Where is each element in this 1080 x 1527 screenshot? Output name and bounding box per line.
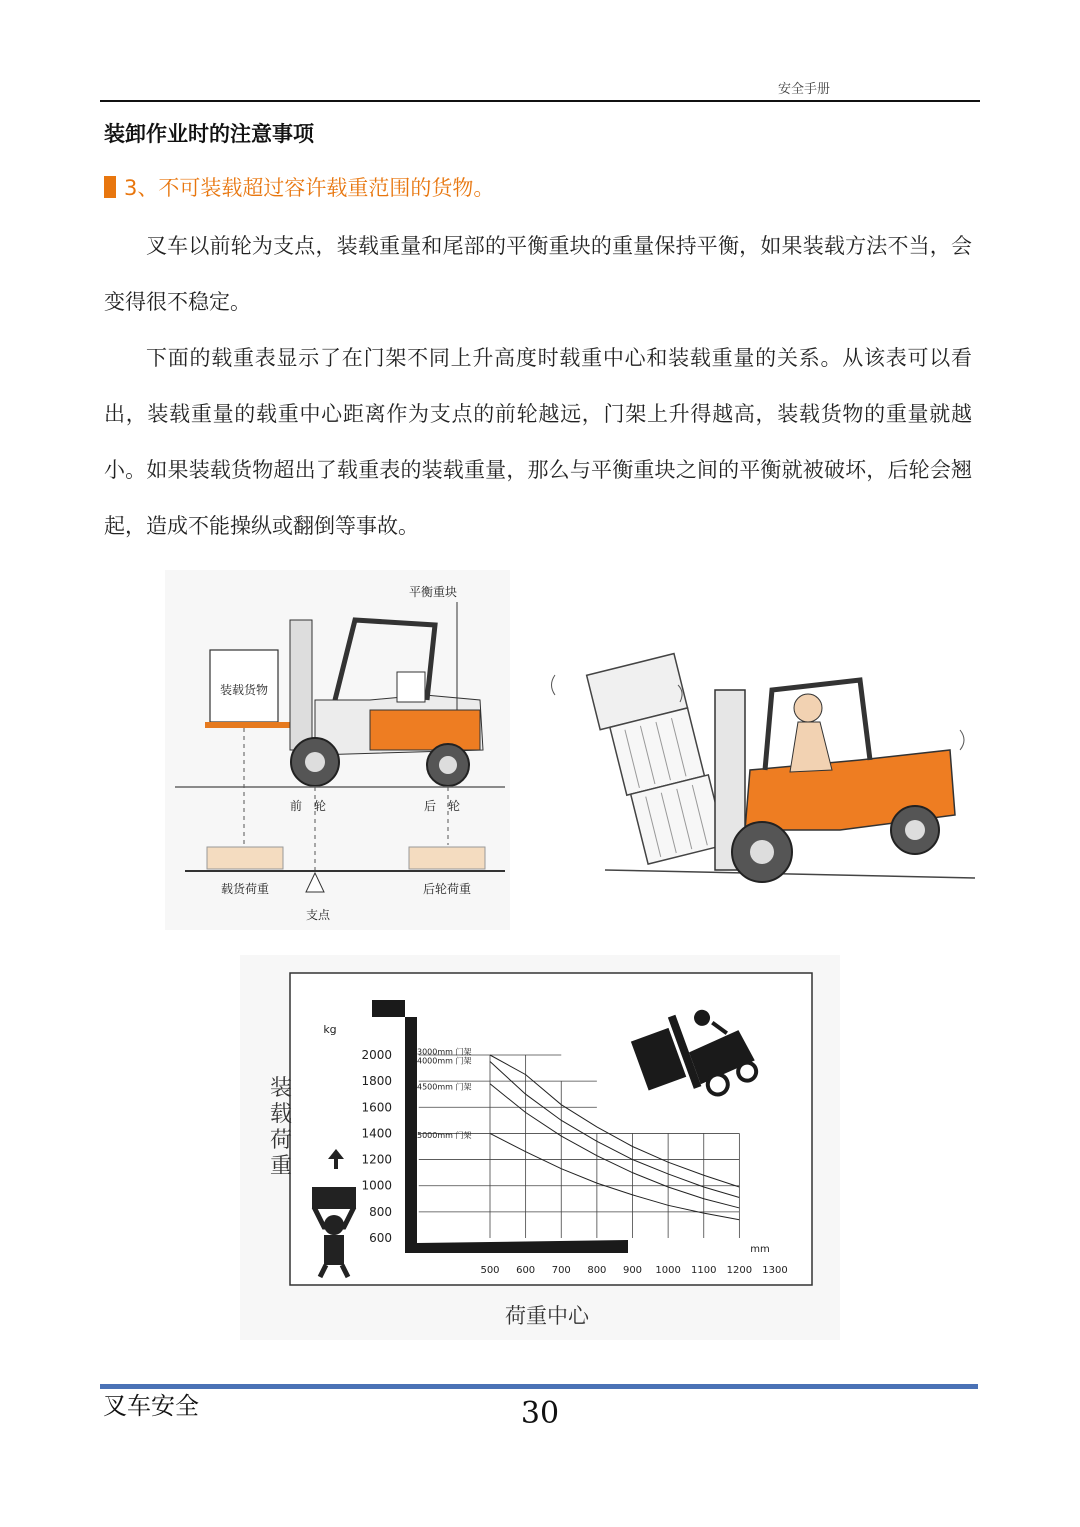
load-chart-panel	[240, 955, 840, 1340]
series-label: 4000mm 门架	[417, 1056, 472, 1066]
load-chart	[240, 955, 840, 1340]
driver-body-icon	[790, 722, 832, 772]
y-tick-label: 600	[369, 1231, 392, 1245]
footer-rule	[100, 1384, 978, 1389]
tipping-front-hub-icon	[750, 840, 774, 864]
seat-icon	[397, 672, 425, 702]
x-tick-label: 500	[480, 1265, 500, 1276]
counterweight-label: 平衡重块	[408, 585, 458, 599]
rear-load-label: 后轮荷重	[422, 882, 472, 896]
y-tick-label: 2000	[361, 1048, 392, 1062]
x-tick-label: 1300	[762, 1265, 788, 1276]
y-tick-label: 1600	[361, 1100, 392, 1115]
front-wheel-label: 前 轮	[289, 799, 327, 813]
front-wheel-hub-icon	[305, 752, 325, 772]
footer-title: 叉车安全	[103, 1392, 199, 1420]
fulcrum-label: 支点	[305, 908, 331, 922]
page-number: 30	[520, 1396, 560, 1431]
mast-icon	[290, 620, 312, 750]
bullet-mark-icon	[104, 176, 116, 198]
series-label: 5000mm 门架	[417, 1130, 472, 1140]
y-tick-label: 800	[369, 1204, 392, 1219]
y-unit-label: kg	[323, 1023, 337, 1036]
subsection-title-text: 3、不可装载超过容许载重范围的货物。	[124, 176, 495, 200]
tipping-rear-hub-icon	[905, 820, 925, 840]
x-tick-label: 600	[516, 1265, 536, 1276]
x-tick-label: 1100	[691, 1265, 717, 1276]
rear-wheel-hub-icon	[439, 756, 457, 774]
tipping-ground-line	[605, 870, 975, 878]
x-tick-label: 900	[622, 1265, 643, 1276]
y-axis-title: 装载荷重	[270, 1076, 293, 1179]
tipping-forklift-illustration	[540, 630, 980, 905]
series-label: 3000mm 门架	[417, 1047, 472, 1057]
rear-load-block-icon	[409, 847, 485, 869]
y-tick-label: 1400	[361, 1126, 392, 1141]
x-unit-label: mm	[750, 1244, 770, 1255]
series-label: 4500mm 门架	[417, 1082, 472, 1092]
x-tick-label: 1200	[726, 1265, 753, 1276]
balance-diagram	[165, 570, 510, 930]
paragraph-2-text: 下面的载重表显示了在门架不同上升高度时载重中心和装载重量的关系。从该表可以看出，装载重量的载重中心距离作为支点的前轮越远，门架上升得越高，装载货物的重量就越小。如果装载货物超出了载重表的装载重量，那么与平衡重块之间的平衡就被破坏，后轮会翘起，造成不能操纵或翻倒等事故。	[104, 346, 972, 538]
falling-cargo-icon	[587, 653, 726, 868]
cargo-load-label: 载货荷重	[220, 882, 270, 896]
cargo-load-block-icon	[207, 847, 283, 869]
cargo-label: 装载货物	[219, 683, 269, 697]
paragraph-1	[104, 218, 972, 330]
y-tick-label: 1000	[361, 1178, 392, 1193]
section-title: 装卸作业时的注意事项	[104, 122, 314, 146]
paragraph-2	[104, 330, 972, 554]
x-tick-label: 800	[587, 1265, 607, 1276]
x-tick-label: 700	[551, 1265, 571, 1276]
counterweight-icon	[370, 710, 480, 750]
fork-icon	[205, 722, 295, 728]
x-tick-label: 1000	[655, 1265, 681, 1276]
driver-head-icon	[794, 694, 822, 722]
y-tick-label: 1200	[361, 1152, 392, 1167]
paragraph-1-text: 叉车以前轮为支点，装载重量和尾部的平衡重块的重量保持平衡，如果装载方法不当，会变得很不稳定。	[104, 234, 972, 314]
subsection-title	[104, 172, 494, 202]
page-header	[100, 72, 980, 102]
motion-mark-icon	[960, 730, 964, 750]
motion-mark-icon	[552, 675, 556, 695]
rear-wheel-label: 后 轮	[423, 799, 461, 813]
y-tick-label: 1800	[361, 1074, 392, 1089]
x-axis-title: 荷重中心	[505, 1304, 589, 1328]
header-title: 安全手册	[777, 82, 830, 97]
